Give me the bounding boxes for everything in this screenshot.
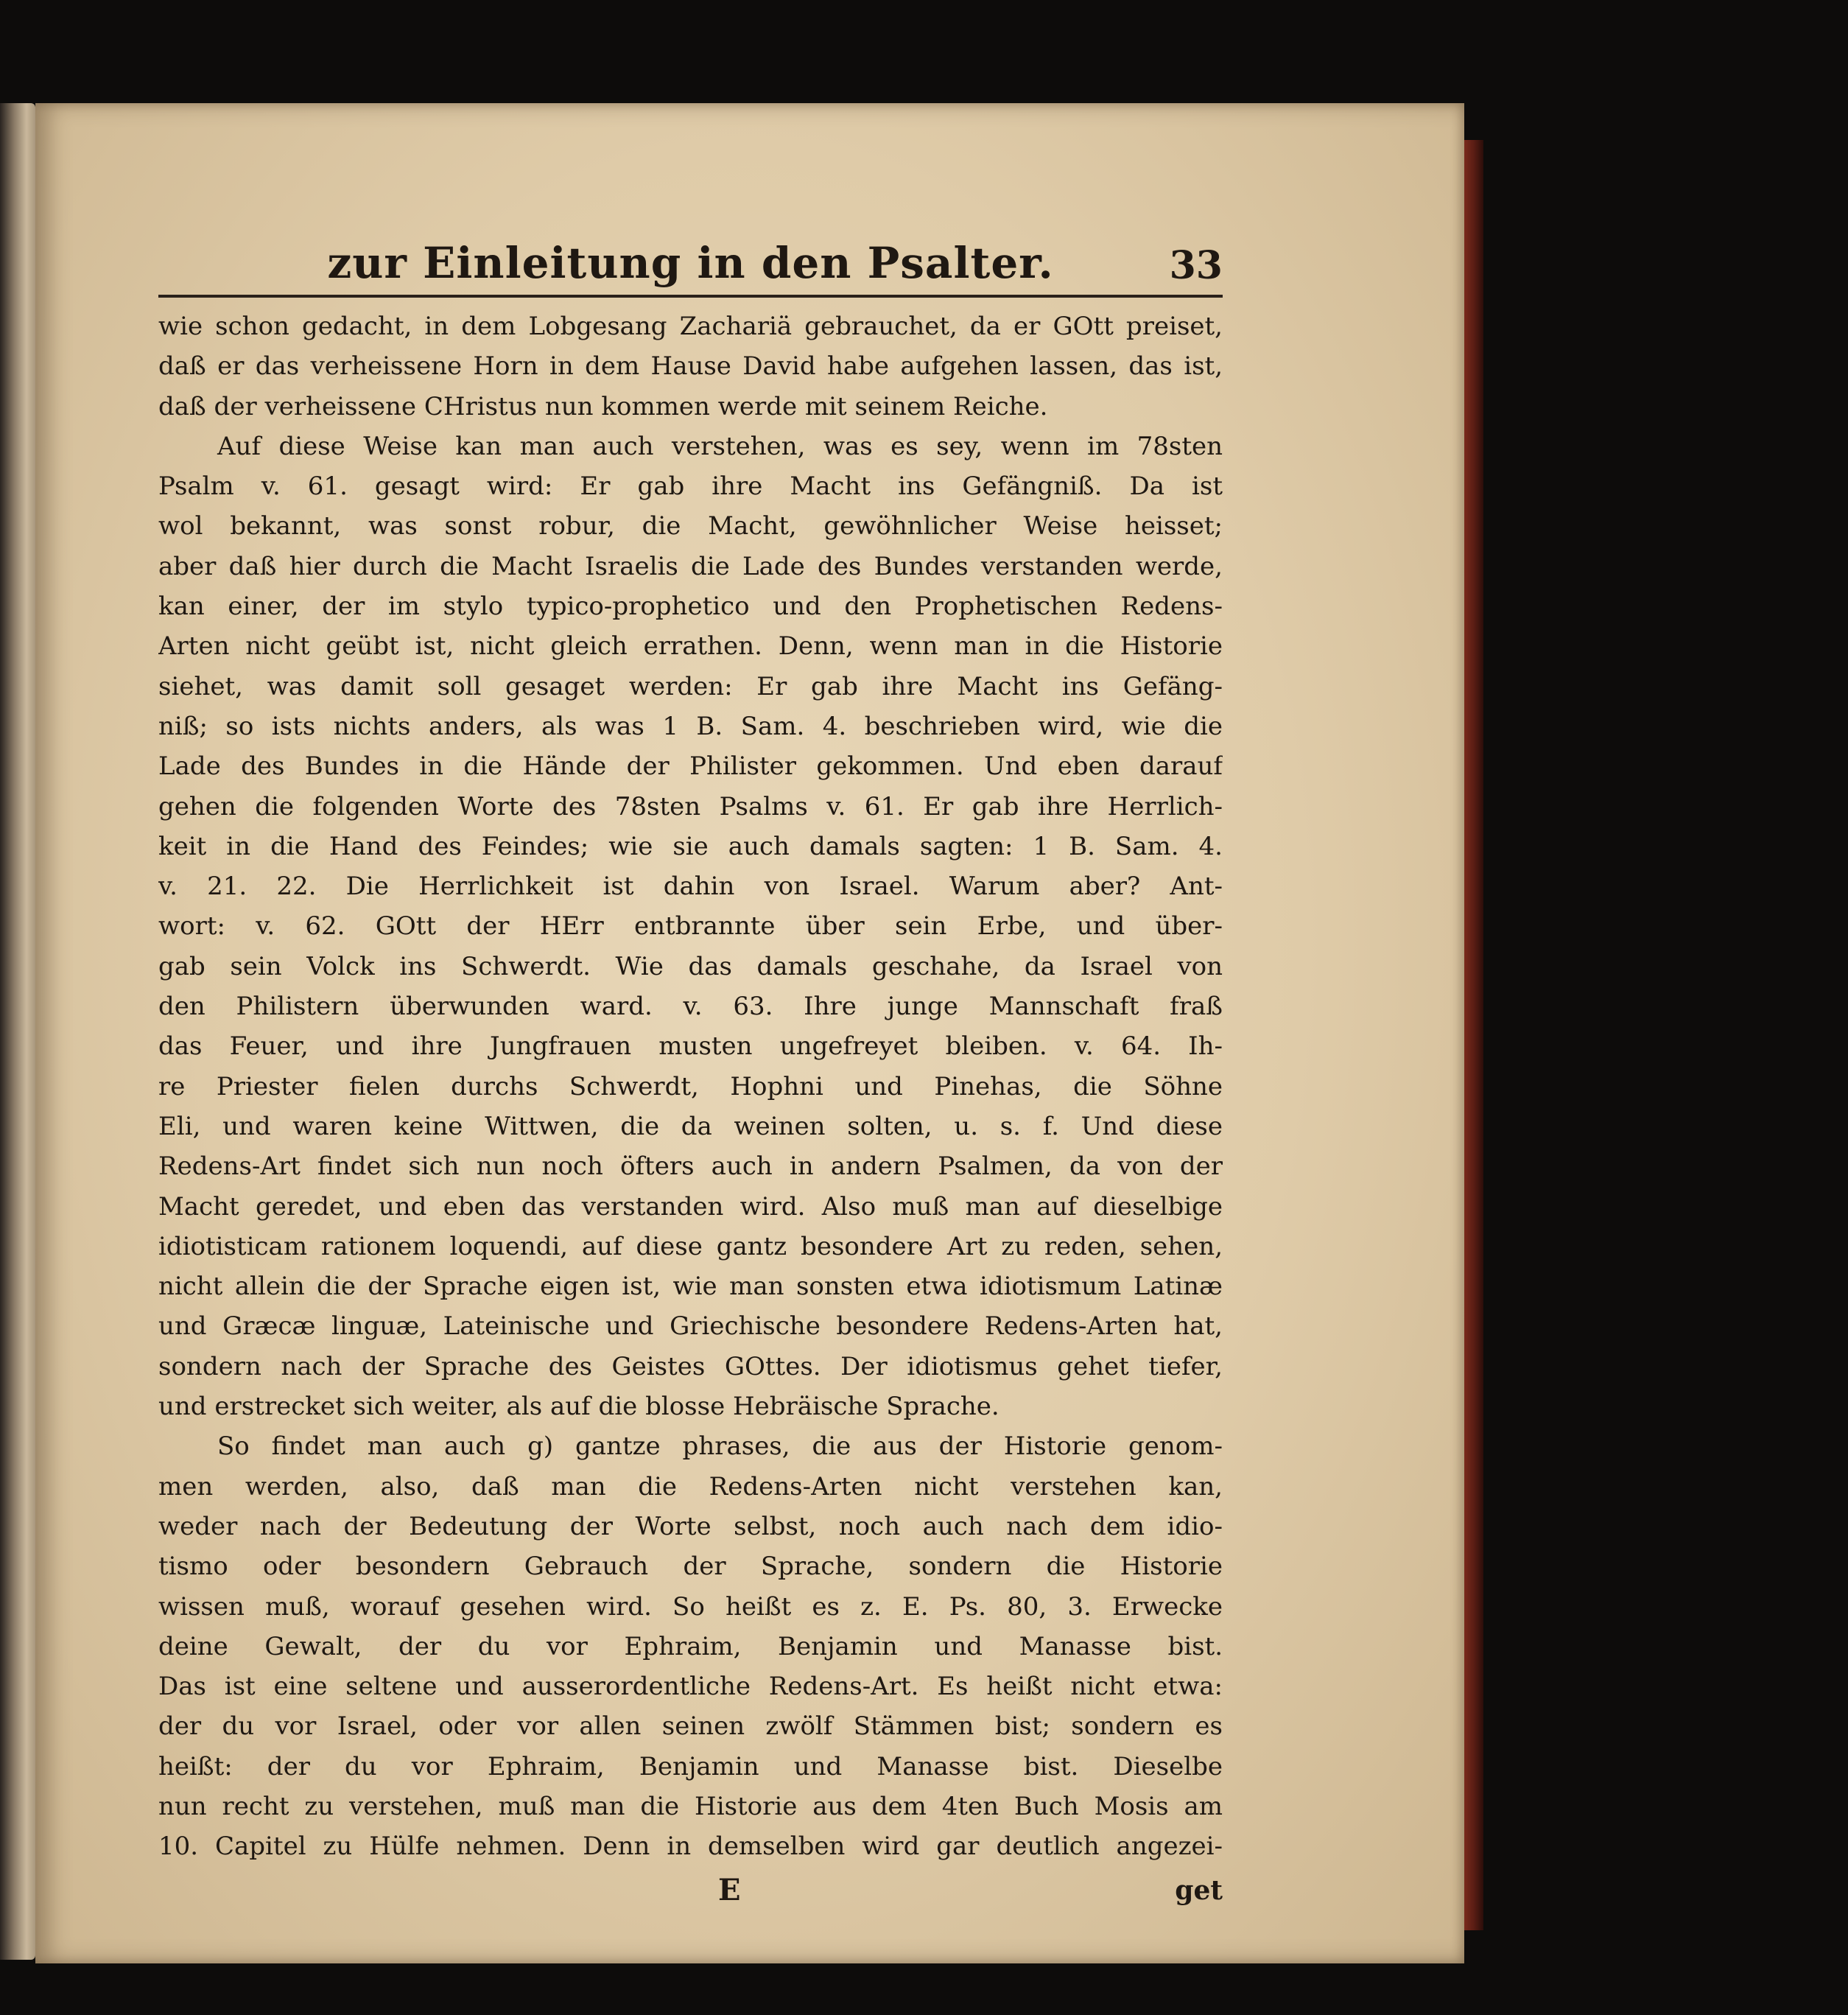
text-line: idiotisticam rationem loquendi, auf diese gantz besondere Art zu reden, sehen,	[158, 1231, 1223, 1261]
signature-mark: E	[718, 1872, 741, 1907]
text-line: men werden, also, daß man die Redens-Arten nicht verstehen kan,	[158, 1471, 1223, 1501]
text-line: kan einer, der im stylo typico-prophetico und den Prophetischen Redens-	[158, 592, 1223, 622]
text-line: der du vor Israel, oder vor allen seinen zwölf Stämmen bist; sondern es	[158, 1711, 1223, 1742]
text-line: das Feuer, und ihre Jungfrauen musten ungefreyet bleiben. v. 64. Ih-	[158, 1031, 1223, 1062]
text-line: Arten nicht geübt ist, nicht gleich errathen. Denn, wenn man in die Historie	[158, 631, 1223, 662]
text-line: re Priester fielen durchs Schwerdt, Hophni und Pinehas, die Söhne	[158, 1071, 1223, 1101]
page-number: 33	[1169, 243, 1223, 288]
text-line: und Græcæ linguæ, Lateinische und Griechische besondere Redens-Arten hat,	[158, 1311, 1223, 1342]
text-line: nicht allein die der Sprache eigen ist, wie man sonsten etwa idiotismum Latinæ	[158, 1272, 1223, 1302]
text-line: niß; so ists nichts anders, als was 1 B. Sam. 4. beschrieben wird, wie die	[158, 711, 1223, 741]
text-line: v. 21. 22. Die Herrlichkeit ist dahin von Israel. Warum aber? Ant-	[158, 872, 1223, 902]
text-line: wie schon gedacht, in dem Lobgesang Zachariä gebrauchet, da er GOtt preiset,	[158, 312, 1223, 341]
text-line: gab sein Volck ins Schwerdt. Wie das damals geschahe, da Israel von	[158, 951, 1223, 981]
text-line: heißt: der du vor Ephraim, Benjamin und Manasse bist. Dieselbe	[158, 1751, 1223, 1781]
text-line: wort: v. 62. GOtt der HErr entbrannte über sein Erbe, und über-	[158, 911, 1223, 942]
text-line: Eli, und waren keine Wittwen, die da weinen solten, u. s. f. Und diese	[158, 1111, 1223, 1141]
page-content	[158, 234, 1223, 1914]
text-line: wol bekannt, was sonst robur, die Macht, gewöhnlicher Weise heisset;	[158, 511, 1223, 542]
page-footer	[158, 1870, 1223, 1914]
text-line: siehet, was damit soll gesaget werden: Er gab ihre Macht ins Gefäng-	[158, 671, 1223, 701]
catchword: get	[1175, 1874, 1223, 1906]
text-line: gehen die folgenden Worte des 78sten Psalms v. 61. Er gab ihre Herrlich-	[158, 791, 1223, 821]
running-head: zur Einleitung in den Psalter.	[327, 238, 1054, 288]
text-line: und erstrecket sich weiter, als auf die blosse Hebräische Sprache.	[158, 1392, 999, 1422]
text-line: den Philistern überwunden ward. v. 63. Ihre junge Mannschaft fraß	[158, 992, 1223, 1022]
text-line: nun recht zu verstehen, muß man die Historie aus dem 4ten Buch Mosis am	[158, 1791, 1223, 1821]
text-line: Das ist eine seltene und ausserordentliche Redens-Art. Es heißt nicht etwa:	[158, 1672, 1223, 1702]
text-line: wissen muß, worauf gesehen wird. So heißt es z. E. Ps. 80, 3. Erwecke	[158, 1591, 1223, 1622]
text-line: aber daß hier durch die Macht Israelis die Lade des Bundes verstanden werde,	[158, 551, 1223, 581]
text-line: keit in die Hand des Feindes; wie sie auch damals sagten: 1 B. Sam. 4.	[158, 831, 1223, 861]
page-header	[158, 234, 1223, 298]
book-binding-edge	[1464, 140, 1483, 1930]
text-line: weder nach der Bedeutung der Worte selbst, noch auch nach dem idio-	[158, 1511, 1223, 1541]
text-line: sondern nach der Sprache des Geistes GOttes. Der idiotismus gehet tiefer,	[158, 1351, 1223, 1381]
paragraph-start-line: Auf diese Weise kan man auch verstehen, was es sey, wenn im 78sten	[217, 431, 1223, 461]
paragraph-start-line: So findet man auch g) gantze phrases, die aus der Historie genom-	[217, 1431, 1223, 1462]
facing-page-edge	[0, 103, 35, 1960]
text-line: Macht geredet, und eben das verstanden wird. Also muß man auf dieselbige	[158, 1191, 1223, 1222]
text-line: Lade des Bundes in die Hände der Philister gekommen. Und eben darauf	[158, 751, 1223, 782]
text-line: daß der verheissene CHristus nun kommen werde mit seinem Reiche.	[158, 391, 1048, 421]
text-line: Redens-Art findet sich nun noch öfters auch in andern Psalmen, da von der	[158, 1152, 1223, 1182]
body-text	[158, 306, 1223, 1867]
text-line: 10. Capitel zu Hülfe nehmen. Denn in demselben wird gar deutlich angezei-	[158, 1832, 1223, 1862]
text-line: deine Gewalt, der du vor Ephraim, Benjamin und Manasse bist.	[158, 1631, 1223, 1661]
text-line: tismo oder besondern Gebrauch der Sprache, sondern die Historie	[158, 1552, 1223, 1582]
text-line: Psalm v. 61. gesagt wird: Er gab ihre Macht ins Gefängniß. Da ist	[158, 472, 1223, 502]
text-line: daß er das verheissene Horn in dem Hause David habe aufgehen lassen, das ist,	[158, 351, 1223, 382]
